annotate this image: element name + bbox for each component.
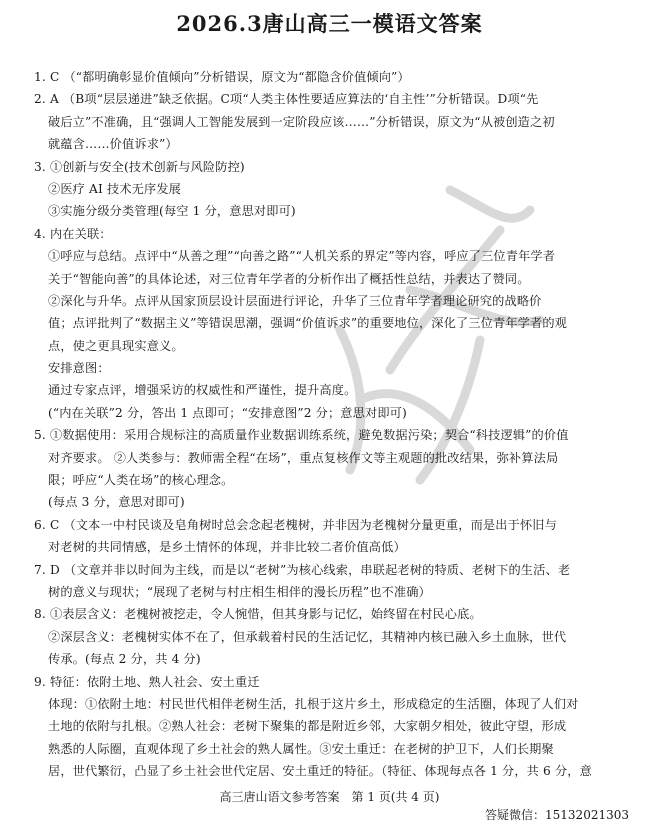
answer-line: ②医疗 AI 技术无序发展 [48,181,182,196]
answer-line: 对齐要求。 ②人类参与：教师需全程“在场”，重点复核作文等主观题的批改结果，弥补算法局 [48,450,559,465]
answer-line: (“内在关联”2 分，答出 1 点即可；“安排意图”2 分；意思对即可) [48,405,407,420]
answer-line: 6. C （文本一中村民谈及皂角树时总会念起老槐树，并非因为老槐树分量更重，而是出于怀旧与 [34,517,557,532]
answer-line: ②深化与升华。点评从国家顶层设计层面进行评论，升华了三位青年学者理论研究的战略价 [48,293,542,308]
answer-line: 关于“智能向善”的具体论述，对三位青年学者的分析作出了概括性总结，并表达了赞同。 [48,271,530,286]
answer-line: 对老树的共同情感，是乡土情怀的体现，并非比较二者价值高低） [48,540,406,555]
answer-line: ②深层含义：老槐树实体不在了，但承载着村民的生活记忆，其精神内核已融入乡土血脉，世代 [48,629,567,644]
answer-line: 8. ①表层含义：老槐树被挖走，令人惋惜，但其身影与记忆，始终留在村民心底。 [34,607,482,622]
answer-line: 7. D （文章并非以时间为主线，而是以“老树”为核心线索，串联起老树的特质、老树下的生活、老 [34,562,571,577]
answer-body [34,66,629,783]
page-title: 2026.3唐山高三一模语文答案 [176,11,483,36]
answer-line: 值；点评批判了“数据主义”等错误思潮，强调“价值诉求”的重要地位，深化了三位青年学者的观 [48,316,568,331]
answer-line: (每点 3 分，意思对即可) [48,495,185,510]
answer-line: ③实施分级分类管理(每空 1 分，意思对即可) [48,204,296,219]
answer-line: 限；呼应“人类在场”的核心理念。 [48,473,234,488]
answer-line: 安排意图： [48,361,110,376]
answer-line: 1. C （“都明确彰显价值倾向”分析错误，原文为“都隐含价值倾向”） [34,70,410,84]
answer-line: 点，使之更具现实意义。 [48,338,184,353]
answer-line: 破后立”不准确，且“强调人工智能发展到一定阶段应该……”分析错误，原文为“从被创造之初 [48,114,555,129]
contact-info: 答疑微信：15132021303 [485,808,629,822]
answer-line: 就蕴含……价值诉求”） [48,137,178,152]
answer-line: 熟悉的人际圈，直观体现了乡土社会的熟人属性。③安土重迁：在老树的护卫下，人们长期聚 [48,741,554,756]
answer-line: 2. A （B项“层层递进”缺乏依据。C项“人类主体性要适应算法的‘自主性’”分析错误。D项“先 [34,92,539,107]
answer-line: 体现：①依附土地：村民世代相伴老树生活，扎根于这片乡土，形成稳定的生活圈，体现了人们对 [48,696,579,711]
answer-line: 通过专家点评，增强采访的权威性和严谨性，提升高度。 [48,383,357,398]
answer-line: 5. ①数据使用：采用合规标注的高质量作业数据训练系统，避免数据污染；契合“科技逻辑”的价值 [34,428,569,443]
answer-line: 9. 特征：依附土地、熟人社会、安土重迁 [34,674,260,689]
answer-line: 3. ①创新与安全(技术创新与风险防控) [34,159,245,174]
answer-line: 树的意义与现状；“展现了老树与村庄相生相伴的漫长历程”也不准确） [48,584,431,599]
answer-line: 4. 内在关联： [34,226,112,241]
answer-line: 传承。(每点 2 分，共 4 分) [48,652,201,667]
answer-line: 居，世代繁衍，凸显了乡土社会世代定居、安土重迁的特征。（特征、体现每点各 1 分，共 6 分，意 [48,764,592,779]
answer-line: 土地的依附与扎根。②熟人社会：老树下聚集的都是附近乡邻，大家朝夕相处，彼此守望，形成 [48,719,567,734]
answer-line: ①呼应与总结。点评中“从善之理”“向善之路”“人机关系的界定”等内容，呼应了三位青年学者 [48,249,556,264]
page-footer: 高三唐山语文参考答案 第 1 页(共 4 页) [219,790,440,804]
